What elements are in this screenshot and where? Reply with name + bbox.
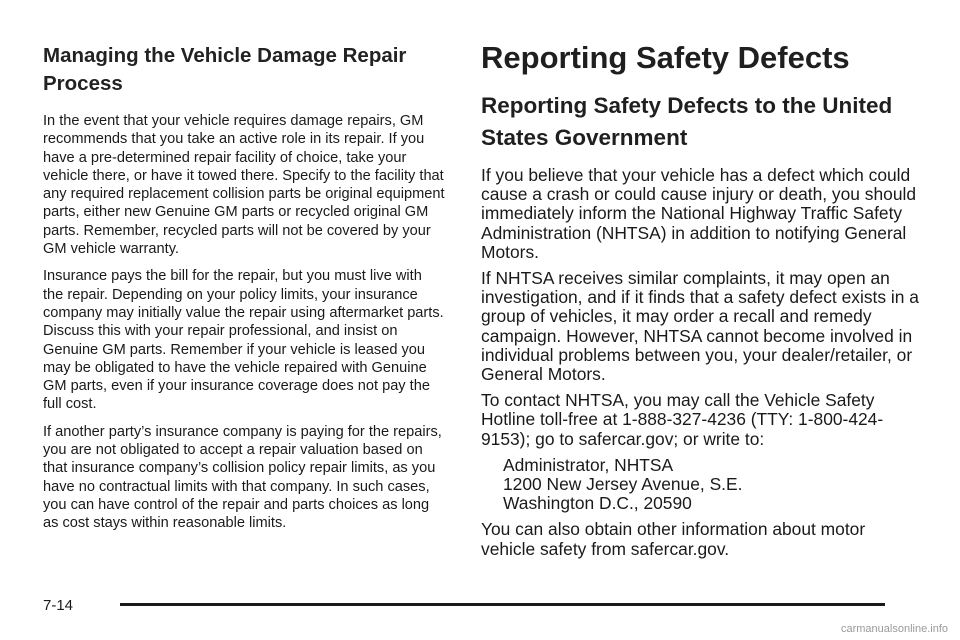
address-line: Administrator, NHTSA [503, 454, 674, 475]
paragraph-safety-2: If NHTSA receives similar complaints, it may open an investigation, and if it finds that a safety defect exists in a group of vehicles, it may order a recall and remedy campaign. However, NHTSA cannot become involved in individual problems between you, your dealer/retailer, or General Motors. [481, 268, 919, 385]
footer-rule [120, 603, 885, 606]
paragraph-safety-closing: You can also obtain other information about motor vehicle safety from safercar.gov. [481, 519, 866, 559]
section-heading-damage-repair: Managing the Vehicle Damage Repair Process [43, 44, 407, 95]
nhtsa-address [503, 456, 921, 514]
address-line: Washington D.C., 20590 [503, 493, 692, 514]
right-column [481, 40, 921, 566]
paragraph-damage-repair-3: If another party’s insurance company is paying for the repairs, you are not obligated to accept a repair valuation based on that insurance company’s collision policy repair limits, as you have no contractual limits with that company. In such cases, you can have control of the repair and parts choices as long as cost stays within reasonable limits. [43, 423, 442, 532]
address-line: 1200 New Jersey Avenue, S.E. [503, 474, 743, 495]
page-title: Reporting Safety Defects [481, 40, 850, 75]
watermark: carmanualsonline.info [840, 623, 948, 635]
page-number: 7-14 [43, 597, 74, 614]
paragraph-safety-1: If you believe that your vehicle has a defect which could cause a crash or could cause injury or death, you should immediately inform the National Highway Traffic Safety Administration (NHTSA) in addition to notifying General Motors. [481, 165, 917, 262]
paragraph-damage-repair-1: In the event that your vehicle requires damage repairs, GM recommends that you take an active role in its repair. If you have a pre-determined repair facility of choice, take your vehicle there, or have it towed there. Specify to the facility that any required replacement collision parts be original equipment parts, either new Genuine GM parts or recycled original GM parts. Remember, recycled parts will not be covered by your GM vehicle warranty. [43, 113, 445, 258]
paragraph-safety-3: To contact NHTSA, you may call the Vehicle Safety Hotline toll-free at 1-888-327-4236 (TTY: 1-800-424-9153); go to safercar.gov; or write to: [481, 390, 884, 449]
left-column [43, 42, 445, 542]
paragraph-damage-repair-2: Insurance pays the bill for the repair, but you must live with the repair. Depending on your policy limits, your insurance company may initially value the repair using aftermarket parts. Discuss this with your repair professional, and insist on Genuine GM parts. Remember if your vehicle is leased you may be obligated to have the vehicle repaired with Genuine GM parts, even if your insurance coverage does not pay the full cost. [43, 268, 444, 413]
subheading-us-government: Reporting Safety Defects to the United States Government [481, 93, 893, 150]
